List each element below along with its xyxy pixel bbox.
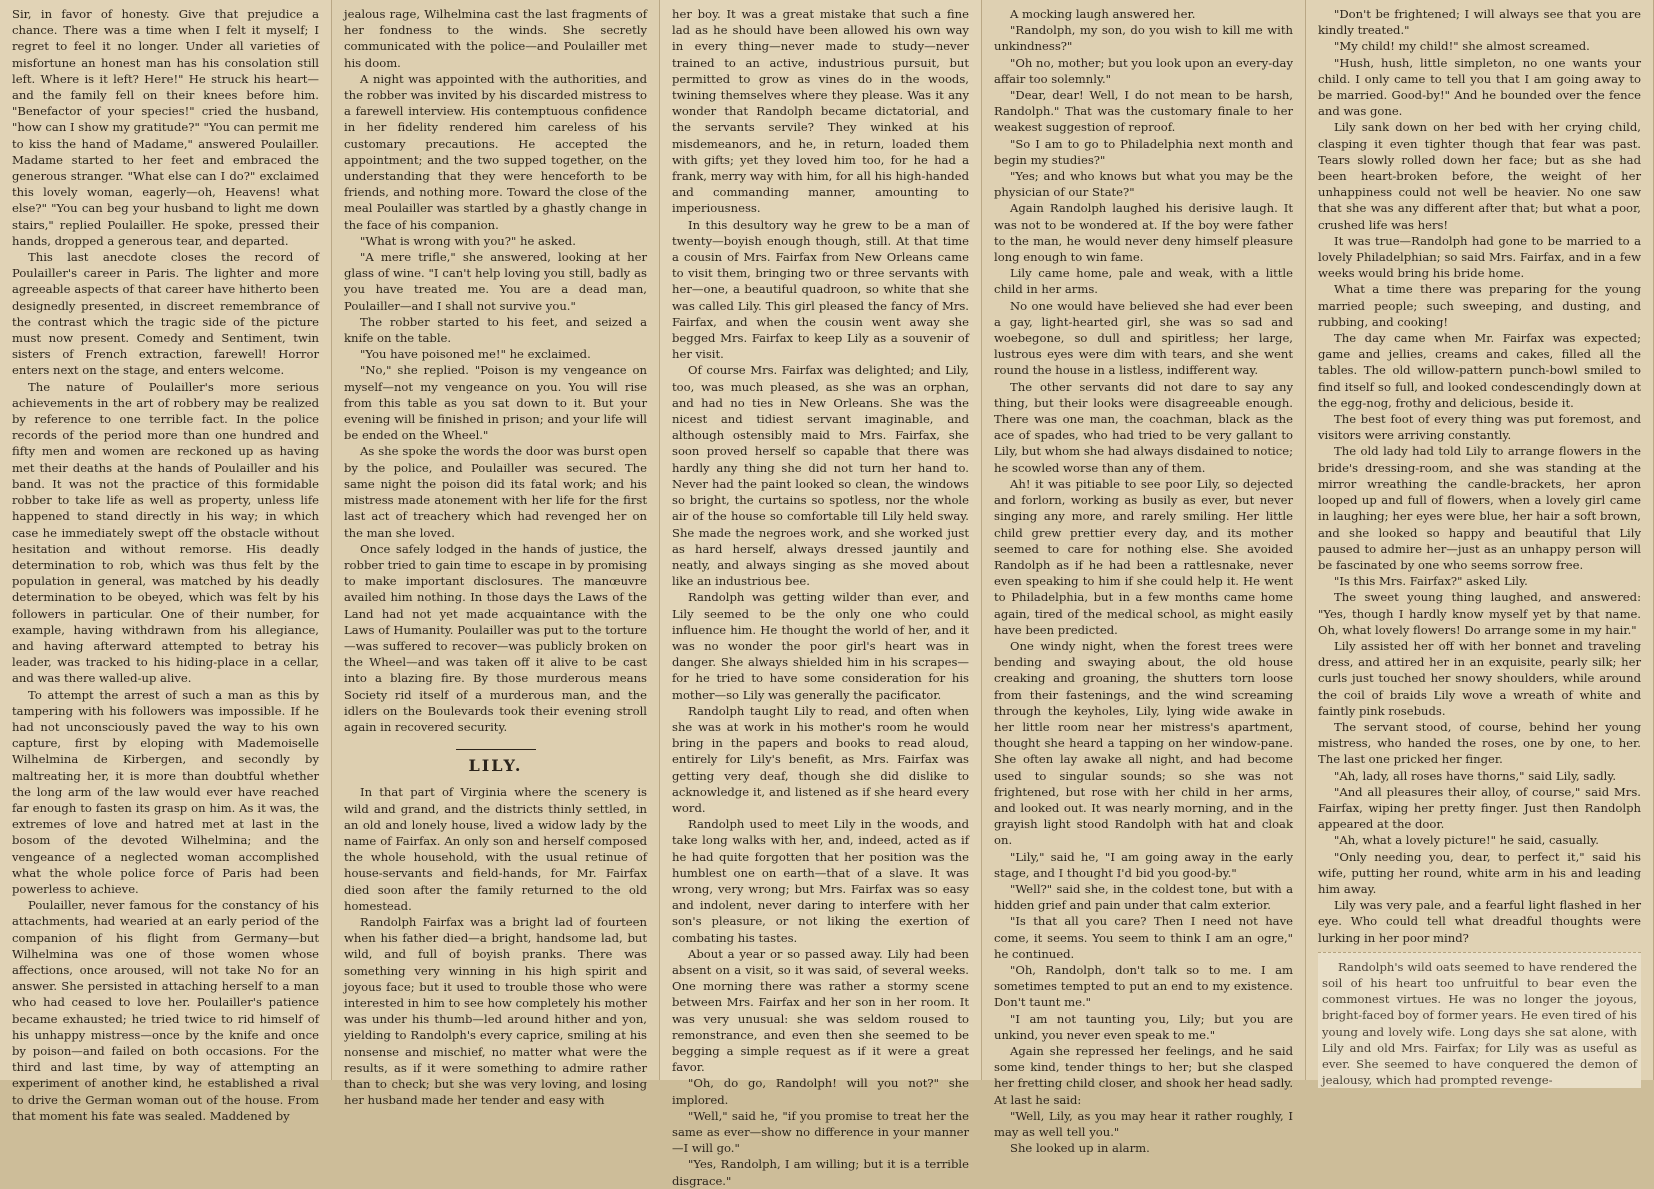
paragraph: "Is that all you care? Then I need not have come, it seems. You seem to think I am an ogre," he continued. [994,914,1293,961]
paragraph: "Yes, Randolph, I am willing; but it is a terrible disgrace." [672,1157,969,1188]
paragraph: Of course Mrs. Fairfax was delighted; and Lily, too, was much pleased, as she was an orphan, and had no ties in New Orleans. She was the nicest and tidiest servant imaginable, and although ostensibly maid to Mrs. Fairfax, she soon proved herself so capable that there was hardly any thing she did not turn her hand to. Never had the paint looked so clean, the windows so bright, the curtains so spotless, nor the whole air of the house so comfortable till Lily held sway. She made the negroes work, and she worked just as hard herself, always dressed jauntily and neatly, and always singing as she moved about like an industrious bee. [672,363,969,589]
paragraph: This last anecdote closes the record of Poulailler's career in Paris. The lighter and more agreeable aspects of that career have hitherto been designedly presented, in discreet remembrance of the contrast which the tragic side of the picture must now present. Comedy and Sentiment, twin sisters of French extraction, farewell! Horror enters next on the stage, and enters welcome. [12,250,319,378]
paragraph: She looked up in alarm. [1010,1141,1150,1156]
paragraph: "Hush, hush, little simpleton, no one wants your child. I only came to tell you that I am going away to be married. Good-by!" And he bounded over the fence and was gone. [1318,55,1641,119]
paragraph: As she spoke the words the door was burst open by the police, and Poulailler was secured. The same night the poison did its fatal work; and his mistress made atonement with her life for the first last act of treachery which had revenged her on the man she loved. [344,444,647,540]
paragraph: her boy. It was a great mistake that such a fine lad as he should have been allowed his own way in every thing—never made to study—never trained to an active, industrious pursuit, but permitted to grow as vines do in the woods, twining themselves where they please. Was it any wonder that Randolph became dictatorial, and the servants servile? They winked at his misdemeanors, and he, in return, loaded them with gifts; yet they loved him too, for he had a frank, merry way with him, for all his high-handed and commanding manner, amounting to imperiousness. [672,7,969,216]
paragraph: Again she repressed her feelings, and he said some kind, tender things to her; but she clasped her fretting child closer, and shook her head sadly. At last he said: [994,1044,1293,1107]
paragraph: The sweet young thing laughed, and answered: "Yes, though I hardly know myself yet by that name. Oh, what lovely flowers! Do arrange some in my hair." [1318,590,1641,637]
paragraph: The old lady had told Lily to arrange flowers in the bride's dressing-room, and she was standing at the mirror wreathing the candle-brackets, her apron looped up and full of flowers, when a lovely girl came in laughing; her eyes were blue, her hair a soft brown, and she looked so happy and beautiful that Lily paused to admire her—just as an unhappy person will be fascinated by one who seems sorrow free. [1318,444,1641,572]
column-4 [982,0,1306,1156]
paragraph: "Ah, what a lovely picture!" he said, casually. [1334,833,1599,848]
paragraph: "Yes; and who knows but what you may be the physician of our State?" [994,169,1293,200]
paragraph: "Don't be frightened; I will always see that you are kindly treated." [1318,7,1641,38]
paragraph: Lily assisted her off with her bonnet and traveling dress, and attired her in an exquisite, pearly silk; her curls just touched her snowy shoulders, while around the coil of braids Lily wove a wreath of white and faintly pink rosebuds. [1318,638,1641,718]
paragraph: Ah! it was pitiable to see poor Lily, so dejected and forlorn, working as busily as ever, but never singing any more, and rarely smiling. Her little child grew prettier every day, and its mother seemed to care for nothing else. She avoided Randolph as if he had been a rattlesnake, never even speaking to him if she could help it. He went to Philadelphia, but in a few months came home again, tired of the medical school, as might easily have been predicted. [994,476,1293,637]
paragraph: About a year or so passed away. Lily had been absent on a visit, so it was said, of several weeks. One morning there was rather a stormy scene between Mrs. Fairfax and her son in her room. It was very unusual: she was seldom roused to remonstrance, and even then she seemed to be begging a simple request as if it were a great favor. [672,946,969,1075]
paragraph: No one would have believed she had ever been a gay, light-hearted girl, she was so sad and woebegone, so dull and spiritless; her large, lustrous eyes were dim with tears, and she went round the house in a listless, indifferent way. [994,298,1293,378]
story-title: LILY. [468,756,523,776]
paragraph: "Well?" said she, in the coldest tone, but with a hidden grief and pain under that calm exterior. [994,881,1293,913]
paragraph: "Oh no, mother; but you look upon an every-day affair too solemnly." [994,55,1293,86]
paragraph: "So I am to go to Philadelphia next month and begin my studies?" [994,136,1293,167]
section-divider [456,749,536,750]
paragraph: "A mere trifle," she answered, looking at her glass of wine. "I can't help loving you still, badly as you have treated me. You are a dead man, Poulailler—and I shall not survive you." [344,250,647,313]
paragraph: One windy night, when the forest trees were bending and swaying about, the old house creaking and groaning, the shutters torn loose from their fastenings, and the wind screaming through the keyholes, Lily, lying wide awake in her little room near her mistress's apartment, thought she heard a tapping on her window-pane. She often lay awake all night, and had become used to singular sounds; so she was not frightened, but rose with her child in her arms, and looked out. It was nearly morning, and in the grayish light stood Randolph with hat and cloak on. [994,638,1293,848]
pasted-clipping [1318,952,1641,1089]
paragraph: Again Randolph laughed his derisive laugh. It was not to be wondered at. If the boy were father to the man, he would never deny himself pleasure long enough to win fame. [994,201,1293,265]
paragraph: "Well, Lily, as you may hear it rather roughly, I may as well tell you." [994,1108,1293,1140]
paragraph: "No," she replied. "Poison is my vengeance on myself—not my vengeance on you. You will rise from this table as you sat down to it. But your evening will be finished in prison; and your life will be ended on the Wheel." [344,363,647,443]
paragraph: The day came when Mr. Fairfax was expected; game and jellies, creams and cakes, filled all the tables. The old willow-pattern punch-bowl smiled to find itself so full, and looked condescendingly down at the egg-nog, frothy and delicious, beside it. [1318,331,1641,410]
paragraph: Lily sank down on her bed with her crying child, clasping it even tighter though that fear was past. Tears slowly rolled down her face; but as she had been heart-broken before, the weight of her unhappiness could not well be heavier. No one saw that she was any different after that; but what a poor, crushed life was hers! [1318,120,1641,232]
paragraph: "My child! my child!" she almost screamed. [1334,39,1590,54]
column-3 [660,0,982,1188]
paragraph: Randolph's wild oats seemed to have rendered the soil of his heart too unfruitful to bear even the commonest virtues. He was no longer the joyous, bright-faced boy of former years. He even tired of his young and lovely wife. Long days she sat alone, with Lily and old Mrs. Fairfax; for Lily was as useful as ever. She seemed to have conquered the demon of jealousy, which had prompted revenge- [1322,959,1637,1088]
paragraph: Sir, in favor of honesty. Give that prejudice a chance. There was a time when I felt it myself; I regret to feel it no longer. Under all varieties of misfortune an honest man has his consolation still left. Where is it left? Here!" He struck his heart—and the family fell on their knees before him. "Benefactor of your species!" cried the husband, "how can I show my gratitude?" "You can permit me to kiss the hand of Madame," answered Poulailler. Madame started to her feet and embraced the generous stranger. "What else can I do?" exclaimed this lovely woman, eagerly—oh, Heavens! what else?" "You can beg your husband to light me down stairs," replied Poulailler. He spoke, pressed their hands, dropped a generous tear, and departed. [12,7,319,248]
paragraph: The other servants did not dare to say any thing, but their looks were disagreeable enough. There was one man, the coachman, black as the ace of spades, who had tried to be very gallant to Lily, but whom she had always disdained to notice; he scowled worse than any of them. [994,379,1293,475]
paragraph: "Well," said he, "if you promise to treat her the same as ever—show no difference in your manner—I will go." [672,1108,969,1156]
paragraph: "Dear, dear! Well, I do not mean to be harsh, Randolph." That was the customary finale to her weakest suggestion of reproof. [994,88,1293,135]
paragraph: "Randolph, my son, do you wish to kill me with unkindness?" [994,23,1293,54]
paragraph: "What is wrong with you?" he asked. [360,233,576,248]
paragraph: "Lily," said he, "I am going away in the early stage, and I thought I'd bid you good-by." [994,849,1293,880]
paragraph: "Ah, lady, all roses have thorns," said Lily, sadly. [1334,768,1617,783]
paragraph: "Oh, do go, Randolph! will you not?" she implored. [672,1076,969,1107]
paragraph: Poulailler, never famous for the constancy of his attachments, had wearied at an early period of the companion of his flight from Germany—but Wilhelmina was one of those women whose affections, once aroused, will not take No for an answer. She persisted in attaching herself to a man who had ceased to love her. Poulailler's patience became exhausted; he tried twice to rid himself of his unhappy mistress—once by the knife and once by poison—and failed on both occasions. For the third and last time, by way of attempting an experiment of another kind, he established a rival to drive the German woman out of the house. From that moment his fate was sealed. Maddened by [12,898,319,1123]
column-5 [1306,0,1654,1088]
paragraph: A mocking laugh answered her. [1010,7,1196,21]
paragraph: Randolph used to meet Lily in the woods, and take long walks with her, and, indeed, acted as if he had quite forgotten that her position was the humblest one on earth—that of a slave. It was wrong, very wrong; but Mrs. Fairfax was so easy and indolent, never daring to interfere with her son's pleasure, or not liking the exertion of combating his tastes. [672,817,969,945]
paragraph: "And all pleasures their alloy, of course," said Mrs. Fairfax, wiping her pretty finger. Just then Randolph appeared at the door. [1318,784,1641,832]
paragraph: The nature of Poulailler's more serious achievements in the art of robbery may be realized by reference to one terrible fact. In the police records of the period more than one hundred and fifty men and women are reckoned up as having met their deaths at the hands of Poulailler and his band. It was not the practice of this formidable robber to take life as well as property, unless life happened to stand directly in his way; in which case he immediately swept off the obstacle without hesitation and without remorse. His deadly determination to rob, which was thus felt by the population in general, was matched by his deadly determination to be obeyed, which was felt by his followers in particular. One of their number, for example, having withdrawn from his allegiance, and having afterward attempted to betray his leader, was tracked to his hiding-place in a cellar, and was there walled-up alive. [12,379,319,686]
paragraph: In this desultory way he grew to be a man of twenty—boyish enough though, still. At that time a cousin of Mrs. Fairfax from New Orleans came to visit them, bringing two or three servants with her—one, a beautiful quadroon, so white that she was called Lily. This girl pleased the fancy of Mrs. Fairfax, and when the cousin went away she begged Mrs. Fairfax to keep Lily as a souvenir of her visit. [672,217,969,362]
paragraph: "Only needing you, dear, to perfect it," said his wife, putting her round, white arm in his and leading him away. [1318,849,1641,896]
paragraph: Lily came home, pale and weak, with a little child in her arms. [994,266,1293,297]
paragraph: "You have poisoned me!" he exclaimed. [360,347,591,362]
paragraph: The servant stood, of course, behind her young mistress, who handed the roses, one by one, to her. The last one pricked her finger. [1318,719,1641,767]
paragraph: In that part of Virginia where the scenery is wild and grand, and the districts thinly settled, in an old and lonely house, lived a widow lady by the name of Fairfax. An only son and herself composed the whole household, with the usual retinue of house-servants and field-hands, for Mr. Fairfax died soon after the family returned to the old homestead. [344,785,647,913]
paragraph: "Is this Mrs. Fairfax?" asked Lily. [1334,574,1528,589]
paragraph: It was true—Randolph had gone to be married to a lovely Philadelphian; so said Mrs. Fairfax, and in a few weeks would bring his bride home. [1318,233,1641,281]
paragraph: "Oh, Randolph, don't talk so to me. I am sometimes tempted to put an end to my existence. Don't taunt me." [994,962,1293,1010]
paragraph: Lily was very pale, and a fearful light flashed in her eye. Who could tell what dreadful thoughts were lurking in her poor mind? [1318,898,1641,945]
paragraph: Randolph Fairfax was a bright lad of fourteen when his father died—a bright, handsome lad, but wild, and full of boyish pranks. There was something very winning in his high spirit and joyous face; but it used to trouble those who were interested in him to see how completely his mother was under his thumb—led around hither and yon, yielding to Randolph's every caprice, smiling at his nonsense and mischief, no matter what were the results, as if it were something to admire rather than to check; but she was very loving, and losing her husband made her tender and easy with [344,914,647,1108]
paragraph: Once safely lodged in the hands of justice, the robber tried to gain time to escape in by promising to make important disclosures. The manœuvre availed him nothing. In those days the Laws of the Land had not yet made acquaintance with the Laws of Humanity. Poulailler was put to the torture—was suffered to recover—was publicly broken on the Wheel—and was taken off it alive to be cast into a blazing fire. By those murderous means Society rid itself of a murderous man, and the idlers on the Boulevards took their evening stroll again in recovered security. [344,541,647,734]
paragraph: The robber started to his feet, and seized a knife on the table. [344,314,647,346]
paragraph: A night was appointed with the authorities, and the robber was invited by his discarded mistress to a farewell interview. His contemptuous confidence in her fidelity rendered him careless of his customary precautions. He accepted the appointment; and the two supped together, on the understanding that they were henceforth to be friends, and nothing more. Toward the close of the meal Poulailler was startled by a ghastly change in the face of his companion. [344,71,647,232]
paragraph: What a time there was preparing for the young married people; such sweeping, and dusting, and rubbing, and cooking! [1318,282,1641,329]
paragraph: "I am not taunting you, Lily; but you are unkind, you never even speak to me." [994,1011,1293,1042]
paragraph: jealous rage, Wilhelmina cast the last fragments of her fondness to the winds. She secretly communicated with the police—and Poulailler met his doom. [344,7,647,70]
paragraph: To attempt the arrest of such a man as this by tampering with his followers was impossible. If he had not unconsciously paved the way to his own capture, first by eloping with Mademoiselle Wilhelmina de Kirbergen, and secondly by maltreating her, it is more than doubtful whether the long arm of the law would ever have reached far enough to fasten its grasp on him. As it was, the extremes of love and hatred met at last in the bosom of the devoted Wilhelmina; and the vengeance of a neglected woman accomplished what the whole police force of Paris had been powerless to achieve. [12,687,319,896]
column-2 [332,0,660,1108]
paragraph: Randolph was getting wilder than ever, and Lily seemed to be the only one who could influence him. He thought the world of her, and it was no wonder the poor girl's heart was in danger. She always shielded him in his scrapes—for he tried to have some consideration for his mother—so Lily was generally the pacificator. [672,590,969,702]
column-1 [0,0,332,1123]
paragraph: The best foot of every thing was put foremost, and visitors were arriving constantly. [1318,412,1641,443]
paragraph: Randolph taught Lily to read, and often when she was at work in his mother's room he would bring in the papers and books to read aloud, entirely for Lily's benefit, as Mrs. Fairfax was getting very deaf, though she did dislike to acknowledge it, and listened as if she heard every word. [672,703,969,815]
